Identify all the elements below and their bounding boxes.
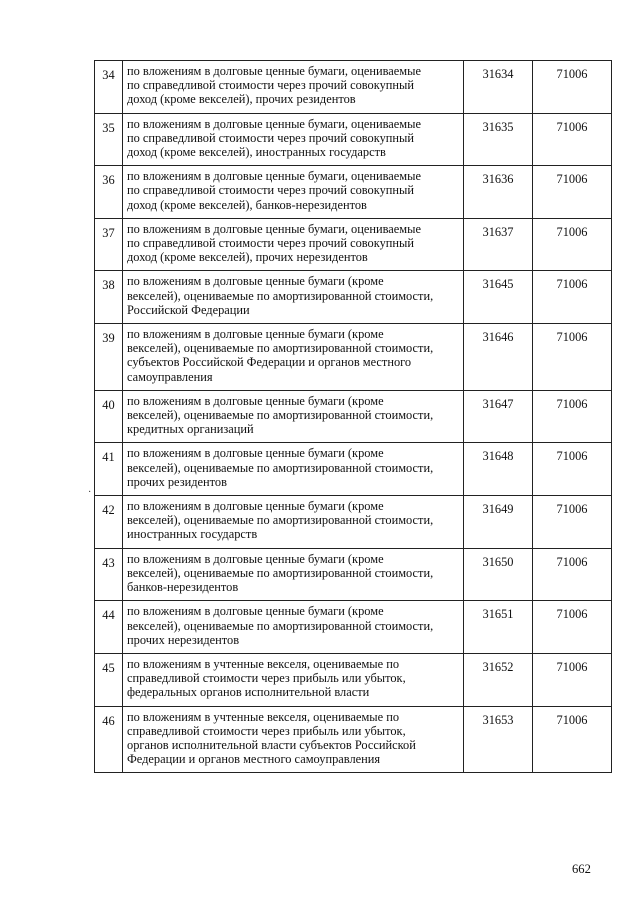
table-row <box>95 601 612 654</box>
symbol-code-text: 71006 <box>556 659 588 674</box>
symbol-code-cell <box>533 390 612 443</box>
description-text: по вложениям в долговые ценные бумаги (кроме векселей), оцениваемые по амортизированной стоимости, прочих резидентов <box>127 446 434 489</box>
account-number-cell <box>464 324 533 391</box>
account-number-cell <box>464 706 533 773</box>
row-number-text: 44 <box>102 608 115 623</box>
row-number-text: 36 <box>102 173 115 188</box>
row-number-text: 40 <box>102 397 115 412</box>
description-text: по вложениям в долговые ценные бумаги (кроме векселей), оцениваемые по амортизированной стоимости, субъектов Российской Федерации и органов местного самоуправления <box>127 327 434 384</box>
row-number-text: 37 <box>102 225 115 240</box>
table-row <box>95 496 612 549</box>
description-text: по вложениям в долговые ценные бумаги (кроме векселей), оцениваемые по амортизированной стоимости, Российской Федерации <box>127 274 434 317</box>
row-number-cell <box>95 218 123 271</box>
account-number-cell <box>464 271 533 324</box>
description-cell <box>123 271 464 324</box>
account-number-cell <box>464 166 533 219</box>
description-text: по вложениям в долговые ценные бумаги (кроме векселей), оцениваемые по амортизированной стоимости, прочих нерезидентов <box>127 604 434 647</box>
row-number-text: 39 <box>102 331 115 346</box>
symbol-code-text: 71006 <box>556 119 588 134</box>
table-row <box>95 324 612 391</box>
row-number-cell <box>95 496 123 549</box>
description-cell <box>123 601 464 654</box>
table-row <box>95 113 612 166</box>
row-number-text: 35 <box>102 120 115 135</box>
description-text: по вложениям в учтенные векселя, оцениваемые по справедливой стоимости через прибыль или убыток, органов исполнительной власти субъектов Российской Федерации и органов местного самоуправления <box>127 709 416 767</box>
symbol-code-text: 71006 <box>556 554 588 569</box>
row-number-cell <box>95 390 123 443</box>
row-number-cell <box>95 548 123 601</box>
account-number-text: 31636 <box>482 172 514 187</box>
symbol-code-text: 71006 <box>556 396 588 411</box>
symbol-code-text: 71006 <box>556 449 588 464</box>
symbol-code-cell <box>533 496 612 549</box>
row-number-text: 34 <box>102 68 115 82</box>
table-row <box>95 166 612 219</box>
description-text: по вложениям в долговые ценные бумаги, оцениваемые по справедливой стоимости через прочий совокупный доход (кроме векселей), прочих нерезидентов <box>127 221 421 265</box>
description-cell <box>123 548 464 601</box>
description-cell <box>123 166 464 219</box>
row-number-cell <box>95 653 123 706</box>
symbol-code-text: 71006 <box>556 330 588 345</box>
symbol-code-text: 71006 <box>556 172 588 187</box>
account-number-cell <box>464 61 533 114</box>
row-number-cell <box>95 271 123 324</box>
description-cell <box>123 390 464 443</box>
description-text: по вложениям в долговые ценные бумаги, оцениваемые по справедливой стоимости через прочий совокупный доход (кроме векселей), иностранных государств <box>127 116 421 160</box>
symbol-code-cell <box>533 653 612 706</box>
table-row <box>95 61 612 114</box>
row-number-cell <box>95 706 123 773</box>
description-cell <box>123 443 464 496</box>
table-row <box>95 443 612 496</box>
symbol-code-cell <box>533 113 612 166</box>
row-number-text: 46 <box>102 713 115 728</box>
table-row <box>95 271 612 324</box>
symbol-code-cell <box>533 443 612 496</box>
row-number-text: 43 <box>102 555 115 570</box>
table-row <box>95 653 612 706</box>
row-number-cell <box>95 324 123 391</box>
row-number-text: 38 <box>102 278 115 293</box>
row-number-text: 42 <box>102 503 115 518</box>
table-body <box>95 61 612 773</box>
symbol-code-text: 71006 <box>556 607 588 622</box>
row-number-text: 41 <box>102 450 115 465</box>
page-number: 662 <box>572 862 591 876</box>
symbol-code-text: 71006 <box>556 224 588 239</box>
table-row <box>95 218 612 271</box>
account-number-cell <box>464 218 533 271</box>
symbol-code-cell <box>533 548 612 601</box>
symbol-code-text: 71006 <box>556 712 588 727</box>
account-number-cell <box>464 443 533 496</box>
account-number-cell <box>464 390 533 443</box>
stray-mark: · <box>88 487 92 498</box>
description-cell <box>123 324 464 391</box>
description-cell <box>123 218 464 271</box>
table-row <box>95 390 612 443</box>
account-number-text: 31646 <box>482 330 514 345</box>
symbol-code-cell <box>533 61 612 114</box>
account-number-text: 31650 <box>482 554 514 569</box>
symbol-code-cell <box>533 601 612 654</box>
account-number-text: 31652 <box>482 659 514 674</box>
symbol-code-cell <box>533 271 612 324</box>
account-number-text: 31651 <box>482 607 514 622</box>
account-number-text: 31645 <box>482 277 514 292</box>
account-number-text: 31648 <box>482 449 514 464</box>
description-text: по вложениям в долговые ценные бумаги (кроме векселей), оцениваемые по амортизированной стоимости, иностранных государств <box>127 499 434 542</box>
accounts-table <box>94 60 612 773</box>
symbol-code-text: 71006 <box>556 277 588 292</box>
account-number-cell <box>464 601 533 654</box>
account-number-text: 31635 <box>482 119 514 134</box>
description-text: по вложениям в учтенные векселя, оцениваемые по справедливой стоимости через прибыль или убыток, федеральных органов исполнительной власти <box>127 656 406 700</box>
account-number-text: 31647 <box>482 396 514 411</box>
description-cell <box>123 706 464 773</box>
row-number-cell <box>95 166 123 219</box>
row-number-cell <box>95 601 123 654</box>
account-number-cell <box>464 548 533 601</box>
table-row <box>95 706 612 773</box>
description-cell <box>123 653 464 706</box>
symbol-code-text: 71006 <box>556 502 588 517</box>
table-row <box>95 548 612 601</box>
account-number-text: 31649 <box>482 502 514 517</box>
account-number-text: 31634 <box>482 67 514 81</box>
description-cell <box>123 113 464 166</box>
description-cell <box>123 61 464 114</box>
symbol-code-cell <box>533 166 612 219</box>
row-number-cell <box>95 443 123 496</box>
account-number-text: 31637 <box>482 224 514 239</box>
description-text: по вложениям в долговые ценные бумаги (кроме векселей), оцениваемые по амортизированной стоимости, кредитных организаций <box>127 393 434 437</box>
row-number-cell <box>95 61 123 114</box>
symbol-code-cell <box>533 324 612 391</box>
row-number-cell <box>95 113 123 166</box>
description-text: по вложениям в долговые ценные бумаги, оцениваемые по справедливой стоимости через прочий совокупный доход (кроме векселей), прочих резидентов <box>127 64 421 107</box>
row-number-text: 45 <box>102 660 115 675</box>
symbol-code-cell <box>533 218 612 271</box>
account-number-cell <box>464 653 533 706</box>
symbol-code-text: 71006 <box>556 67 588 81</box>
symbol-code-cell <box>533 706 612 773</box>
account-number-text: 31653 <box>482 712 514 727</box>
account-number-cell <box>464 496 533 549</box>
description-text: по вложениям в долговые ценные бумаги, оцениваемые по справедливой стоимости через прочий совокупный доход (кроме векселей), банков-нерезидентов <box>127 169 421 212</box>
description-text: по вложениям в долговые ценные бумаги (кроме векселей), оцениваемые по амортизированной стоимости, банков-нерезидентов <box>127 551 434 595</box>
description-cell <box>123 496 464 549</box>
account-number-cell <box>464 113 533 166</box>
